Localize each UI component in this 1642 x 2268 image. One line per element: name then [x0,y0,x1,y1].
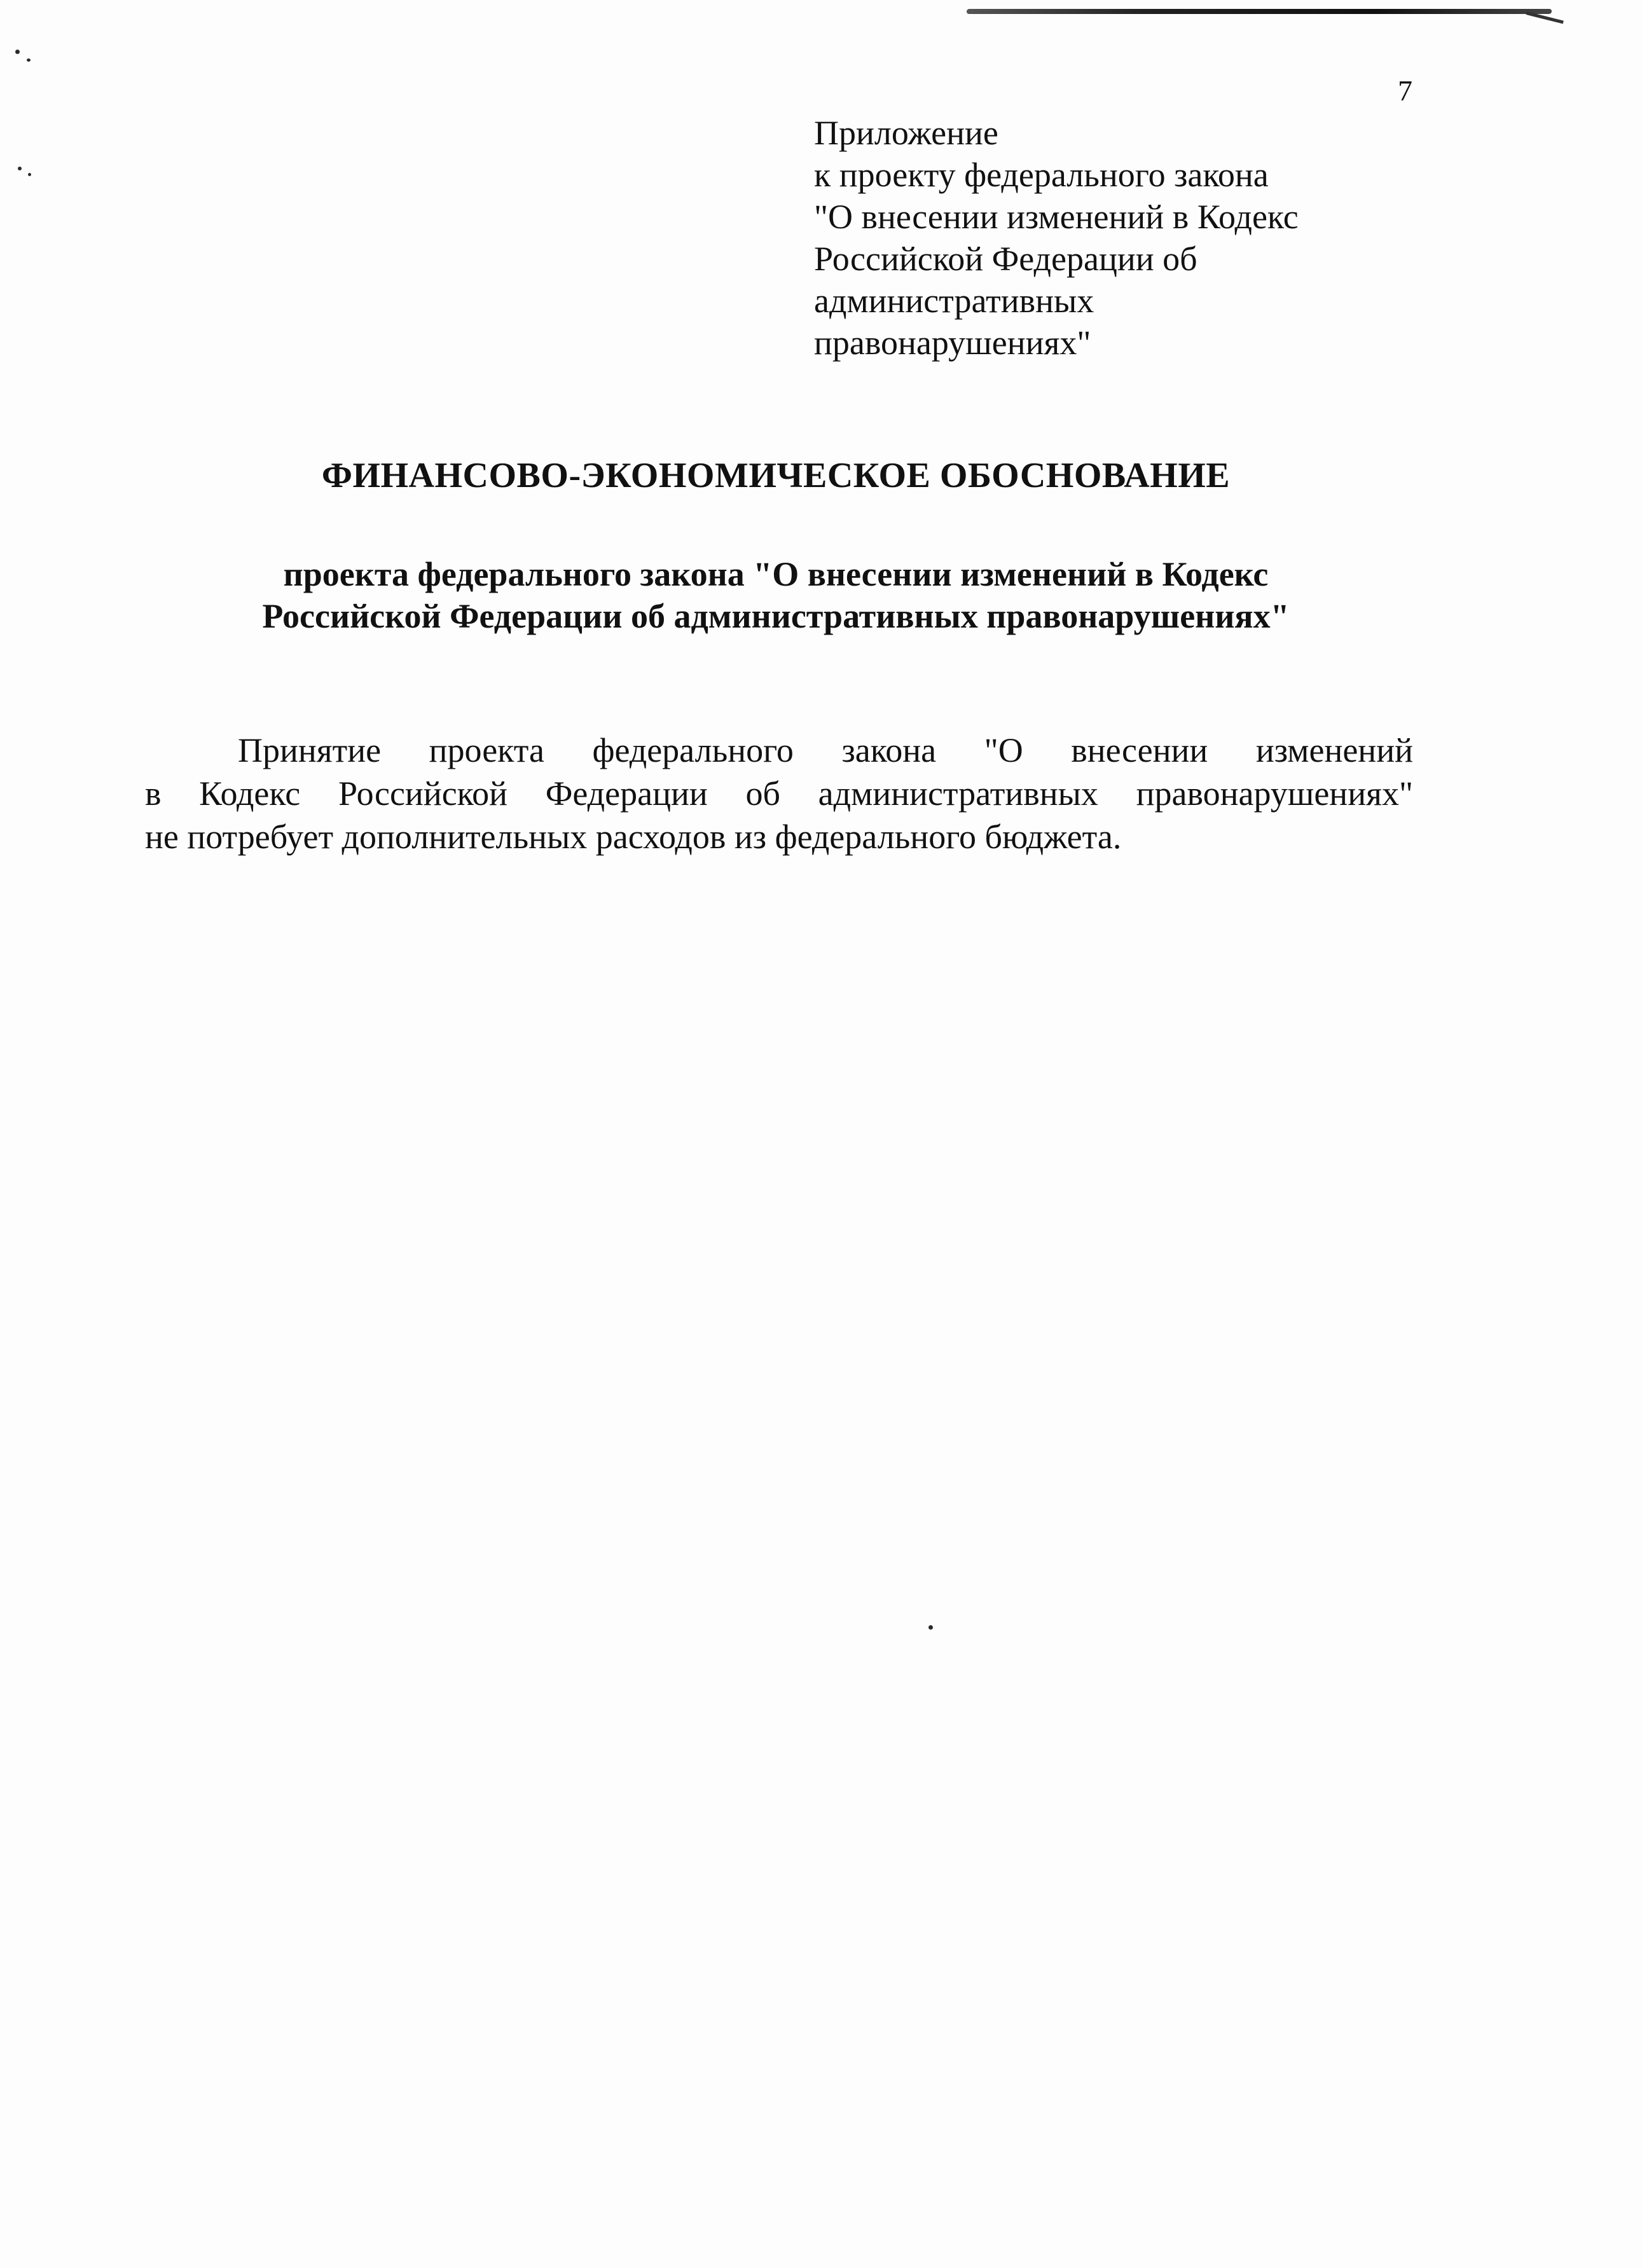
appendix-block [814,112,1450,364]
appendix-line: Российской Федерации об [814,240,1197,278]
page-number: 7 [1398,74,1412,107]
body-line: в Кодекс Российской Федерации об административных правонарушениях" [145,774,1413,813]
scan-speck [28,173,31,176]
scan-speck [18,167,22,170]
appendix-line: Приложение [814,114,998,152]
scan-speck [15,50,20,54]
document-title: ФИНАНСОВО-ЭКОНОМИЧЕСКОЕ ОБОСНОВАНИЕ [321,456,1231,495]
subtitle-line: проекта федерального закона "О внесении изменений в Кодекс [283,555,1269,593]
appendix-line: к проекту федерального закона [814,156,1269,194]
appendix-line: административных [814,282,1094,320]
document-subtitle [191,553,1361,637]
body-line: Принятие проекта федерального закона "О внесении изменений [238,731,1413,769]
scan-edge-line [967,9,1552,14]
appendix-line: правонарушениях" [814,324,1091,362]
body-paragraph [145,729,1413,858]
appendix-line: "О внесении изменений в Кодекс [814,198,1299,236]
subtitle-line: Российской Федерации об административных правонарушениях" [262,597,1290,635]
body-line: не потребует дополнительных расходов из федерального бюджета. [145,818,1122,856]
scan-speck [928,1625,933,1630]
scan-speck [27,58,31,62]
